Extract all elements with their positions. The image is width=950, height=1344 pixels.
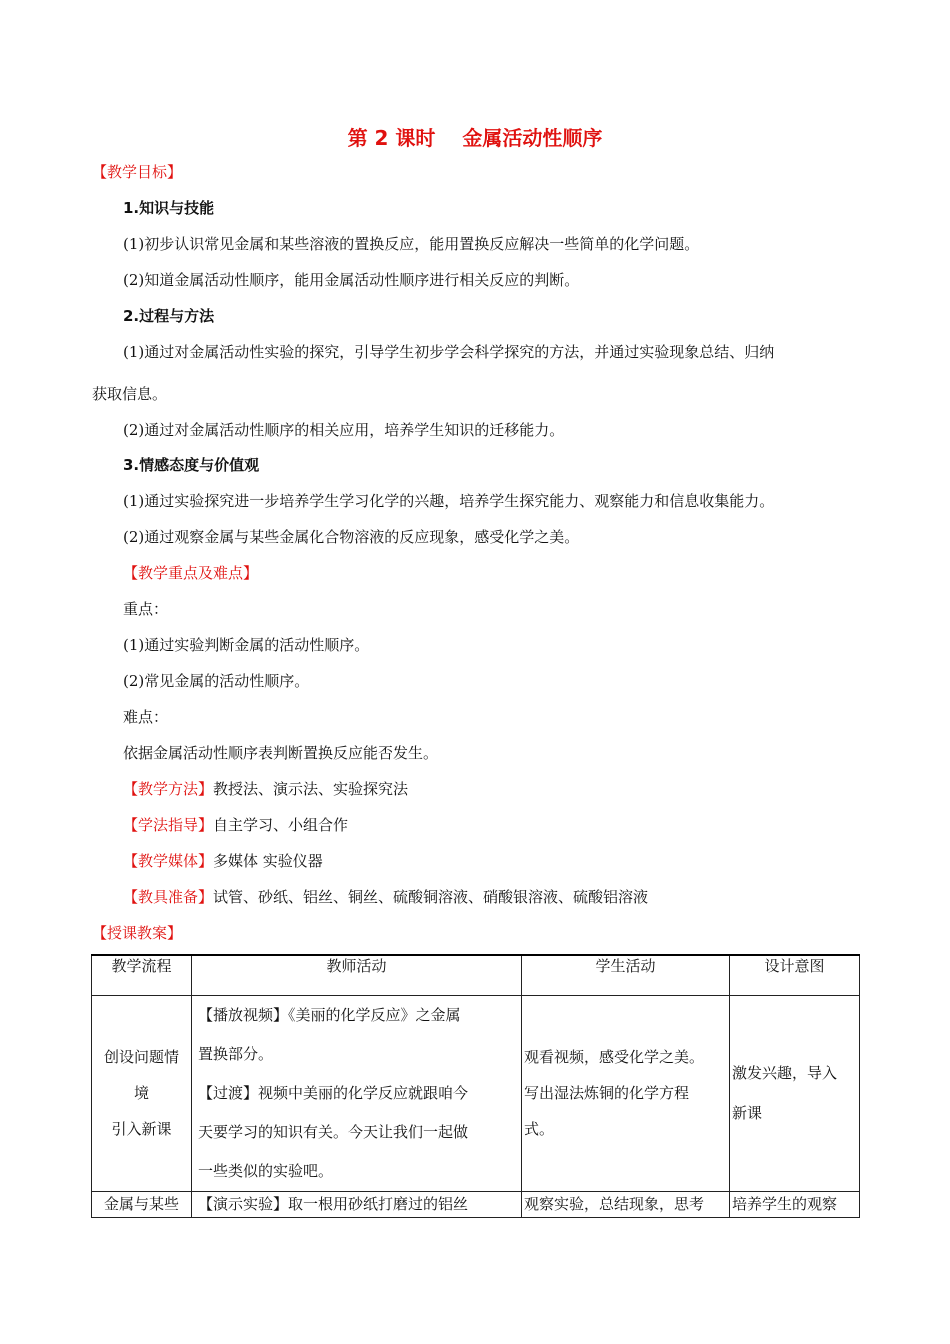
process-item-2: (2)通过对金属活动性顺序的相关应用，培养学生知识的迁移能力。 [123, 421, 565, 439]
key-item-2: (2)常见金属的活动性顺序。 [123, 672, 310, 690]
teaching-tools-value: 试管、砂纸、铝丝、铜丝、硫酸铜溶液、硝酸银溶液、硫酸铝溶液 [213, 888, 649, 906]
row1-student-cell [522, 995, 730, 1191]
process-item-1: (1)通过对金属活动性实验的探究，引导学生初步学会科学探究的方法，并通过实验现象总结、归纳 [123, 343, 775, 361]
row2-flow: 金属与某些 [92, 1191, 192, 1217]
table-header-row [92, 955, 860, 995]
table-row [92, 995, 860, 1191]
row1-teacher-e: 一些类似的实验吧。 [198, 1161, 334, 1180]
row1-flow-a: 创设问题情 [103, 1048, 179, 1066]
teaching-method [123, 779, 408, 799]
teaching-method-value: 教授法、演示法、实验探究法 [213, 780, 409, 798]
knowledge-item-1: (1)初步认识常见金属和某些溶液的置换反应，能用置换反应解决一些简单的化学问题。 [123, 235, 700, 253]
row1-flow-b: 境 [133, 1084, 149, 1102]
key-points-heading: 【教学重点及难点】 [123, 564, 259, 582]
difficulty-label: 难点： [123, 708, 169, 726]
lesson-plan-heading: 【授课教案】 [92, 924, 183, 942]
section-process-title: 2.过程与方法 [123, 307, 215, 325]
teaching-media-value: 多媒体 实验仪器 [213, 852, 323, 870]
header-flow: 教学流程 [92, 955, 192, 995]
row1-teacher-b: 置换部分。 [198, 1044, 274, 1063]
knowledge-item-2: (2)知道金属活动性顺序，能用金属活动性顺序进行相关反应的判断。 [123, 271, 580, 289]
row1-teacher-d: 天要学习的知识有关。今天让我们一起做 [198, 1122, 469, 1141]
key-label: 重点： [123, 600, 169, 618]
row1-student-c: 式。 [524, 1120, 555, 1138]
lesson-plan-table [91, 954, 860, 1218]
row1-flow-cell [92, 995, 192, 1191]
section-attitude-title: 3.情感态度与价值观 [123, 456, 260, 474]
teaching-media [123, 851, 323, 871]
study-guide-label: 【学法指导】 [123, 816, 214, 834]
objectives-heading: 【教学目标】 [92, 163, 183, 181]
row1-teacher-cell [192, 995, 522, 1191]
row1-flow-c: 引入新课 [111, 1120, 172, 1138]
teaching-media-label: 【教学媒体】 [123, 852, 214, 870]
row1-student-a: 观看视频，感受化学之美。 [524, 1048, 705, 1066]
header-teacher: 教师活动 [192, 955, 522, 995]
row2-student: 观察实验，总结现象，思考 [522, 1191, 730, 1217]
header-student: 学生活动 [522, 955, 730, 995]
row2-teacher: 【演示实验】取一根用砂纸打磨过的铝丝 [192, 1191, 522, 1217]
teaching-tools-label: 【教具准备】 [123, 888, 214, 906]
study-guide [123, 815, 348, 835]
row1-student-b: 写出湿法炼铜的化学方程 [524, 1084, 690, 1102]
attitude-item-1: (1)通过实验探究进一步培养学生学习化学的兴趣，培养学生探究能力、观察能力和信息收集能力。 [123, 492, 775, 510]
key-item-1: (1)通过实验判断金属的活动性顺序。 [123, 636, 370, 654]
row1-intent-b: 新课 [732, 1104, 763, 1122]
teaching-tools [123, 887, 648, 907]
table-row [92, 1191, 860, 1217]
process-item-1-cont: 获取信息。 [92, 385, 168, 403]
difficulty-item-1: 依据金属活动性顺序表判断置换反应能否发生。 [123, 744, 439, 762]
row2-intent: 培养学生的观察 [730, 1191, 860, 1217]
study-guide-value: 自主学习、小组合作 [213, 816, 349, 834]
header-intent: 设计意图 [730, 955, 860, 995]
teaching-method-label: 【教学方法】 [123, 780, 214, 798]
page-title: 第 2 课时 金属活动性顺序 [347, 126, 603, 150]
section-knowledge-title: 1.知识与技能 [123, 199, 215, 217]
row1-intent-cell [730, 995, 860, 1191]
row1-intent-a: 激发兴趣，导入 [732, 1064, 838, 1082]
attitude-item-2: (2)通过观察金属与某些金属化合物溶液的反应现象，感受化学之美。 [123, 528, 580, 546]
row1-teacher-c: 【过渡】视频中美丽的化学反应就跟咱今 [198, 1083, 469, 1102]
row1-teacher-a: 【播放视频】《美丽的化学反应》之金属 [198, 1005, 461, 1024]
